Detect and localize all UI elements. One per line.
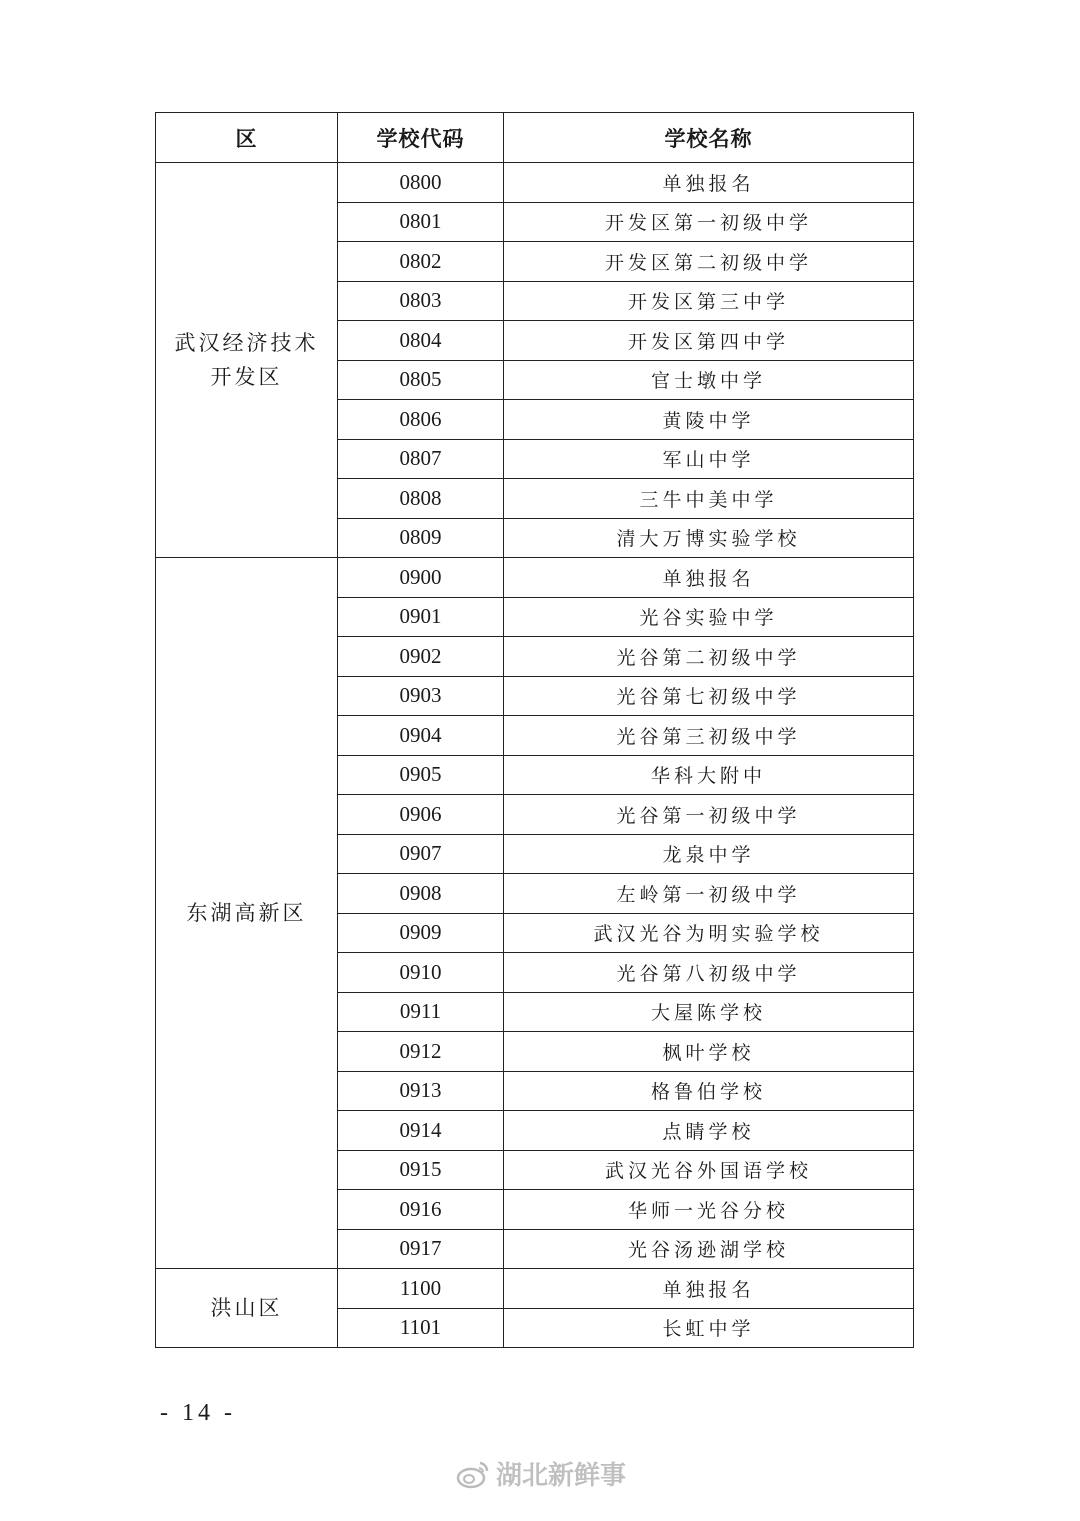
school-name-cell: 点睛学校: [504, 1111, 914, 1151]
table-body: [156, 163, 914, 1348]
table-row: [156, 558, 914, 598]
table-header-row: [156, 113, 914, 163]
school-name-cell: 光谷汤逊湖学校: [504, 1229, 914, 1269]
school-code-cell: 0914: [338, 1111, 504, 1151]
district-cell: 东湖高新区: [156, 558, 338, 1269]
school-name-cell: 枫叶学校: [504, 1032, 914, 1072]
school-name-cell: 武汉光谷为明实验学校: [504, 913, 914, 953]
school-name-cell: 华师一光谷分校: [504, 1190, 914, 1230]
school-code-cell: 0900: [338, 558, 504, 598]
school-code-cell: 0805: [338, 360, 504, 400]
school-code-cell: 0911: [338, 992, 504, 1032]
school-code-cell: 0907: [338, 834, 504, 874]
school-code-cell: 0904: [338, 716, 504, 756]
weibo-logo-icon: [456, 1459, 490, 1489]
school-name-cell: 三牛中美中学: [504, 479, 914, 519]
school-code-cell: 1101: [338, 1308, 504, 1348]
school-name-cell: 光谷第二初级中学: [504, 637, 914, 677]
school-code-cell: 0803: [338, 281, 504, 321]
school-name-cell: 光谷第七初级中学: [504, 676, 914, 716]
school-code-cell: 0910: [338, 953, 504, 993]
school-name-cell: 光谷第八初级中学: [504, 953, 914, 993]
school-code-cell: 0807: [338, 439, 504, 479]
school-name-cell: 单独报名: [504, 558, 914, 598]
table-row: [156, 163, 914, 203]
school-name-cell: 光谷实验中学: [504, 597, 914, 637]
header-district: 区: [156, 113, 338, 163]
school-name-cell: 军山中学: [504, 439, 914, 479]
school-code-cell: 0802: [338, 242, 504, 282]
school-name-cell: 黄陵中学: [504, 400, 914, 440]
school-code-cell: 0804: [338, 321, 504, 361]
school-name-cell: 左岭第一初级中学: [504, 874, 914, 914]
school-name-cell: 光谷第一初级中学: [504, 795, 914, 835]
watermark: [456, 1455, 626, 1492]
school-code-cell: 0902: [338, 637, 504, 677]
school-code-cell: 0913: [338, 1071, 504, 1111]
school-name-cell: 单独报名: [504, 1269, 914, 1309]
school-name-cell: 开发区第三中学: [504, 281, 914, 321]
school-code-cell: 0806: [338, 400, 504, 440]
school-code-cell: 0808: [338, 479, 504, 519]
school-name-cell: 开发区第二初级中学: [504, 242, 914, 282]
school-name-cell: 开发区第四中学: [504, 321, 914, 361]
school-name-cell: 大屋陈学校: [504, 992, 914, 1032]
school-code-cell: 1100: [338, 1269, 504, 1309]
table-row: [156, 1269, 914, 1309]
school-name-cell: 龙泉中学: [504, 834, 914, 874]
school-code-cell: 0903: [338, 676, 504, 716]
school-code-table: [155, 112, 914, 1348]
district-cell: 武汉经济技术开发区: [156, 163, 338, 558]
header-school-code: 学校代码: [338, 113, 504, 163]
school-code-cell: 0912: [338, 1032, 504, 1072]
school-code-cell: 0909: [338, 913, 504, 953]
district-cell: 洪山区: [156, 1269, 338, 1348]
school-name-cell: 光谷第三初级中学: [504, 716, 914, 756]
school-code-cell: 0917: [338, 1229, 504, 1269]
watermark-text: 湖北新鲜事: [496, 1461, 627, 1491]
school-code-cell: 0809: [338, 518, 504, 558]
school-code-cell: 0905: [338, 755, 504, 795]
school-code-cell: 0800: [338, 163, 504, 203]
school-code-cell: 0801: [338, 202, 504, 242]
school-name-cell: 清大万博实验学校: [504, 518, 914, 558]
school-code-cell: 0915: [338, 1150, 504, 1190]
school-code-cell: 0908: [338, 874, 504, 914]
school-name-cell: 华科大附中: [504, 755, 914, 795]
page-number: - 14 -: [160, 1400, 236, 1426]
school-name-cell: 开发区第一初级中学: [504, 202, 914, 242]
school-code-cell: 0916: [338, 1190, 504, 1230]
school-name-cell: 长虹中学: [504, 1308, 914, 1348]
school-code-cell: 0901: [338, 597, 504, 637]
school-name-cell: 武汉光谷外国语学校: [504, 1150, 914, 1190]
header-school-name: 学校名称: [504, 113, 914, 163]
school-name-cell: 单独报名: [504, 163, 914, 203]
school-name-cell: 格鲁伯学校: [504, 1071, 914, 1111]
school-name-cell: 官士墩中学: [504, 360, 914, 400]
school-code-cell: 0906: [338, 795, 504, 835]
